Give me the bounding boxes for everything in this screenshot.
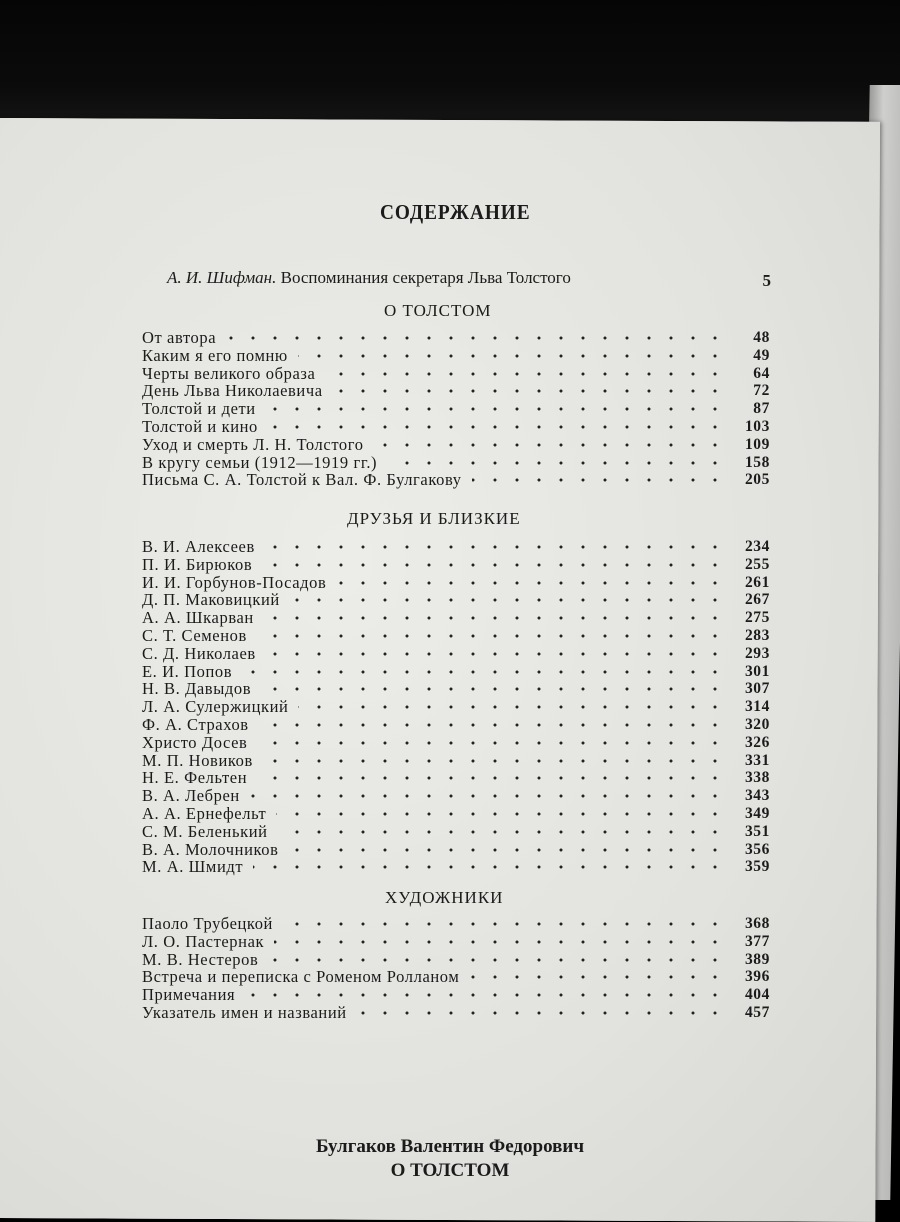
toc-entry-title: С. Д. Николаев: [142, 643, 256, 663]
toc-entry-page: 326: [744, 733, 770, 751]
toc-entry-title: Черты великого образа: [142, 363, 316, 383]
toc-entry-page: 103: [744, 417, 770, 435]
toc-entry: [142, 609, 770, 627]
toc-entry: [142, 1004, 770, 1022]
toc-entry-title: Встреча и переписка с Роменом Ролланом: [142, 967, 460, 987]
leader-dots: [266, 651, 726, 657]
toc-entry: [142, 591, 770, 609]
toc-entry-page: 48: [753, 329, 770, 346]
toc-entry: [142, 805, 770, 823]
leader-dots: [245, 992, 726, 998]
toc-entry: [142, 951, 770, 969]
toc-entry: [142, 418, 770, 436]
toc-entry-title: В. А. Лебрен: [142, 786, 240, 806]
toc-entry-page: 368: [744, 915, 770, 932]
toc-entry-title: Христо Досев: [142, 732, 248, 752]
toc-entry-title: Л. О. Пастернак: [142, 931, 265, 951]
toc-entry: [142, 436, 770, 454]
toc-entry: [142, 841, 770, 859]
toc-entry-title: В кругу семьи (1912—1919 гг.): [142, 452, 378, 472]
toc-entry: [142, 645, 770, 663]
leader-dots: [268, 424, 726, 430]
toc-entry-page: 356: [744, 840, 770, 858]
toc-entry: [142, 471, 770, 489]
page-title: СОДЕРЖАНИЕ: [380, 200, 531, 224]
toc-entry-page: 320: [744, 715, 770, 733]
toc-entry-page: 275: [744, 609, 770, 627]
leader-dots: [253, 864, 726, 870]
toc-entry: [142, 365, 770, 383]
toc-entry-title: А. А. Шкарван: [142, 608, 254, 628]
leader-dots: [262, 562, 726, 568]
toc-entry-title: Е. И. Попов: [142, 661, 233, 681]
leader-dots: [257, 633, 726, 639]
leader-dots: [336, 580, 726, 586]
toc-entry-page: 404: [744, 986, 770, 1004]
toc-entry-title: А. А. Ернефельт: [142, 803, 267, 823]
leader-dots: [374, 442, 726, 448]
toc-entry-page: 349: [744, 804, 770, 822]
toc-entry: [142, 858, 770, 876]
toc-entry-page: 343: [744, 787, 770, 805]
leader-dots: [250, 793, 726, 799]
leader-dots: [469, 974, 726, 980]
leader-dots: [333, 388, 726, 394]
toc-entry-title: М. А. Шмидт: [142, 857, 244, 877]
toc-entry-title: Письма С. А. Толстой к Вал. Ф. Булгакову: [142, 470, 462, 490]
toc-entry-page: 338: [744, 769, 770, 787]
toc-entry-page: 158: [744, 453, 770, 471]
toc-entry-page: 377: [744, 932, 770, 950]
toc-entry: [142, 347, 770, 365]
toc-entry-page: 307: [744, 680, 770, 698]
leader-dots: [259, 722, 726, 728]
intro-entry: [167, 268, 787, 288]
toc-entry: [142, 556, 770, 574]
toc-entry-title: С. М. Беленький: [142, 821, 268, 841]
toc-entry-title: Указатель имен и названий: [142, 1002, 347, 1022]
toc-entry-title: Д. П. Маковицкий: [142, 590, 280, 610]
toc-entry-page: 205: [744, 471, 770, 489]
toc-entry-title: Примечания: [142, 985, 236, 1005]
leader-dots: [472, 477, 726, 483]
leader-dots: [265, 544, 726, 550]
toc-entry-page: 87: [753, 400, 770, 418]
toc-entry-page: 267: [744, 591, 770, 609]
section-heading-hudozhniki: ХУДОЖНИКИ: [385, 888, 504, 907]
toc-entry-title: Л. А. Сулержицкий: [142, 697, 289, 717]
section-heading-druzya: ДРУЗЬЯ И БЛИЗКИЕ: [347, 509, 521, 528]
toc-entry: [142, 698, 770, 716]
toc-entry-page: 314: [744, 698, 770, 716]
toc-entry-title: Н. Е. Фельтен: [142, 768, 248, 788]
toc-entry-title: В. И. Алексеев: [142, 537, 255, 556]
toc-entry: [142, 915, 770, 933]
toc-entry: [142, 574, 770, 592]
toc-entry-title: Ф. А. Страхов: [142, 714, 249, 734]
toc-entry-page: 293: [744, 644, 770, 662]
toc-entry-page: 72: [753, 382, 770, 400]
toc-entry-page: 234: [744, 538, 770, 555]
section-heading-o-tolstom: О ТОЛСТОМ: [384, 301, 492, 320]
toc-entry-title: От автора: [142, 328, 217, 347]
toc-entry: [142, 329, 770, 347]
leader-dots: [268, 957, 726, 963]
toc-entry-page: 396: [744, 968, 770, 986]
toc-entry-title: М. П. Новиков: [142, 750, 253, 770]
leader-dots: [242, 669, 726, 675]
toc-entry: [142, 787, 770, 805]
leader-dots: [266, 406, 726, 412]
leader-dots: [264, 615, 726, 621]
toc-list-o-tolstom: [142, 329, 770, 489]
footer-book-title: О ТОЛСТОМ: [390, 1160, 510, 1181]
toc-entry-page: 351: [744, 822, 770, 840]
toc-entry-page: 64: [753, 364, 770, 382]
toc-entry: [142, 663, 770, 681]
leader-dots: [325, 371, 726, 377]
toc-entry-title: Толстой и дети: [142, 399, 256, 419]
toc-entry-title: Каким я его помню: [142, 345, 288, 365]
toc-entry: [142, 968, 770, 986]
toc-entry: [142, 734, 770, 752]
intro-author: А. И. Шифман.: [167, 268, 277, 287]
toc-entry-title: С. Т. Семенов: [142, 625, 247, 645]
leader-dots: [357, 1010, 726, 1016]
toc-entry-page: 389: [744, 950, 770, 968]
toc-entry-page: 331: [744, 751, 770, 769]
toc-entry: [142, 627, 770, 645]
toc-entry-page: 457: [744, 1003, 770, 1021]
leader-dots: [263, 758, 726, 764]
leader-dots: [257, 740, 726, 746]
leader-dots: [276, 811, 726, 817]
leader-dots: [298, 353, 726, 359]
leader-dots: [257, 775, 726, 781]
leader-dots: [283, 921, 726, 927]
toc-entry: [142, 769, 770, 787]
toc-entry-page: 261: [744, 573, 770, 591]
toc-entry-title: В. А. Молочников: [142, 839, 279, 859]
toc-entry-title: Уход и смерть Л. Н. Толстого: [142, 434, 364, 454]
toc-entry: [142, 538, 770, 556]
toc-entry: [142, 933, 770, 951]
footer-author: Булгаков Валентин Федорович: [315, 1136, 585, 1157]
toc-entry-page: 49: [753, 346, 770, 364]
intro-page-number: 5: [762, 271, 771, 290]
toc-entry-title: П. И. Бирюков: [142, 554, 253, 574]
toc-entry-title: Толстой и кино: [142, 416, 258, 436]
leader-dots: [261, 686, 726, 692]
leader-dots: [278, 829, 726, 835]
intro-text: Воспоминания секретаря Льва Толстого: [280, 268, 571, 287]
toc-entry-page: 255: [744, 555, 770, 573]
toc-entry: [142, 823, 770, 841]
toc-entry-page: 109: [744, 435, 770, 453]
leader-dots: [290, 597, 726, 603]
toc-entry-page: 359: [744, 858, 770, 876]
leader-dots: [226, 335, 726, 341]
toc-entry: [142, 454, 770, 472]
toc-entry-title: М. В. Нестеров: [142, 949, 259, 969]
toc-entry: [142, 400, 770, 418]
leader-dots: [274, 939, 726, 945]
toc-entry-page: 301: [744, 662, 770, 680]
toc-entry: [142, 382, 770, 400]
toc-entry: [142, 680, 770, 698]
toc-entry: [142, 716, 770, 734]
toc-entry-title: День Льва Николаевича: [142, 381, 323, 401]
toc-list-hudozhniki: [142, 915, 770, 1022]
toc-entry: [142, 986, 770, 1004]
toc-entry-page: 283: [744, 626, 770, 644]
toc-entry: [142, 752, 770, 770]
leader-dots: [298, 704, 726, 710]
leader-dots: [289, 847, 726, 853]
toc-list-druzya: [142, 538, 770, 876]
toc-entry-title: И. И. Горбунов-Посадов: [142, 572, 327, 592]
toc-entry-title: Н. В. Давыдов: [142, 679, 252, 699]
leader-dots: [387, 460, 726, 466]
toc-entry-title: Паоло Трубецкой: [142, 914, 273, 933]
